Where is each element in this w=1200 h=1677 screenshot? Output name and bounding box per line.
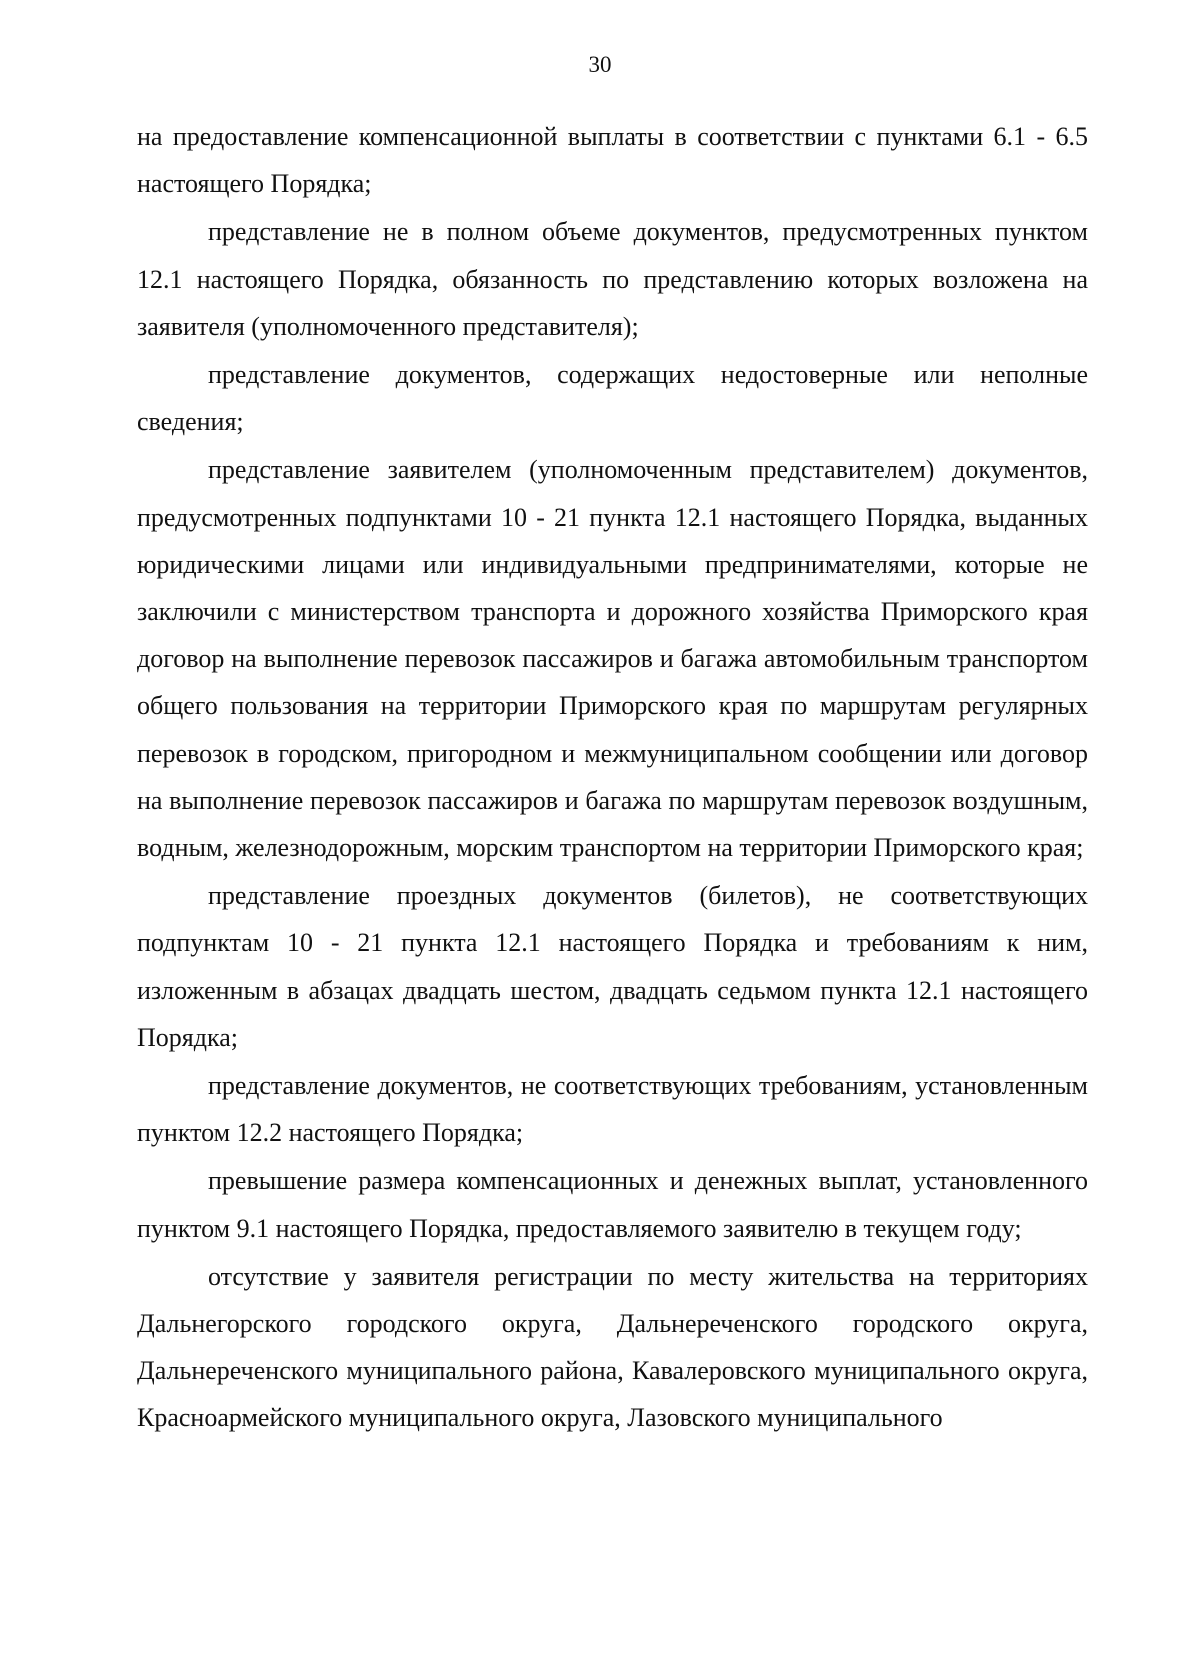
paragraph-travel-documents-mismatch: представление проездных документов (билетов), не соответствующих подпунктам 10 - 21 пункта 12.1 настоящего Порядка и требованиям к ним, изложенным в абзацах двадцать шестом, двадцать седьмом пункта 12.1 настоящего Порядка; bbox=[137, 881, 1088, 1052]
page-number: 30 bbox=[588, 52, 612, 77]
paragraph-incomplete-documents: представление не в полном объеме документов, предусмотренных пунктом 12.1 настоящего Порядка, обязанность по представлению которых возложена на заявителя (уполномоченного представителя); bbox=[137, 217, 1088, 341]
document-body bbox=[137, 113, 1088, 1443]
paragraph-continuation: на предоставление компенсационной выплаты в соответствии с пунктами 6.1 - 6.5 настоящего Порядка; bbox=[137, 122, 1088, 199]
paragraph-payment-limit-exceeded: превышение размера компенсационных и денежных выплат, установленного пунктом 9.1 настоящего Порядка, предоставляемого заявителю в текущем году; bbox=[137, 1166, 1088, 1243]
paragraph-unreliable-information: представление документов, содержащих недостоверные или неполные сведения; bbox=[137, 360, 1088, 437]
paragraph-documents-requirements-mismatch: представление документов, не соответствующих требованиям, установленным пунктом 12.2 настоящего Порядка; bbox=[137, 1071, 1088, 1148]
paragraph-no-registration: отсутствие у заявителя регистрации по месту жительства на территориях Дальнегорского городского округа, Дальнереченского городского округа, Дальнереченского муниципального района, Кавалеровского муниципального округа, Красноармейского муниципального округа, Лазовского муниципального bbox=[137, 1261, 1088, 1433]
paragraph-documents-from-non-contracted-carriers: представление заявителем (уполномоченным представителем) документов, предусмотренных подпунктами 10 - 21 пункта 12.1 настоящего Порядка, выданных юридическими лицами или индивидуальными предпринимателями, которые не заключили с министерством транспорта и дорожного хозяйства Приморского края договор на выполнение перевозок пассажиров и багажа автомобильным транспортом общего пользования на территории Приморского края по маршрутам регулярных перевозок в городском, пригородном и межмуниципальном сообщении или договор на выполнение перевозок пассажиров и багажа по маршрутам перевозок воздушным, водным, железнодорожным, морским транспортом на территории Приморского края; bbox=[137, 455, 1088, 863]
